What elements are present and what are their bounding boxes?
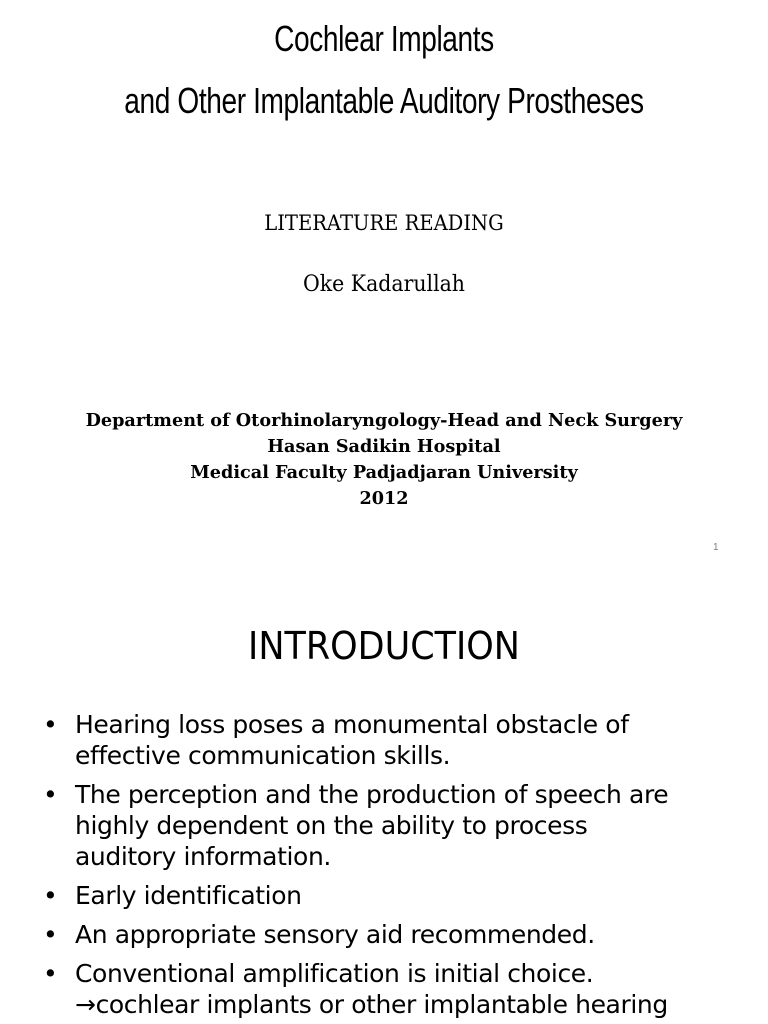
list-item (40, 779, 740, 872)
bullet-icon: • (43, 780, 58, 809)
bullet-text: Conventional amplification is initial choice. (75, 959, 594, 988)
list-item (40, 958, 740, 1020)
bullet-text: Early identification (75, 881, 302, 910)
affiliation-faculty: Medical Faculty Padjadjaran University (190, 462, 578, 483)
slide-number: 1 (713, 542, 719, 553)
bullet-text: An appropriate sensory aid recommended. (75, 920, 595, 949)
bullet-text: highly dependent on the ability to process (75, 811, 588, 840)
introduction-title: INTRODUCTION (248, 624, 520, 668)
affiliation-department: Department of Otorhinolaryngology-Head and Neck Surgery (85, 410, 683, 431)
bullet-icon: • (43, 710, 58, 739)
bullet-text: effective communication skills. (75, 741, 451, 770)
affiliation-hospital: Hasan Sadikin Hospital (267, 436, 501, 457)
bullet-text: Hearing loss poses a monumental obstacle of (75, 710, 629, 739)
bullet-icon: • (43, 959, 58, 988)
bullet-list (40, 709, 740, 1024)
slide-subtitle: LITERATURE READING (264, 211, 504, 235)
bullet-text: cochlear implants or other implantable hearing (95, 990, 668, 1019)
author-name: Oke Kadarullah (303, 272, 465, 297)
list-item (40, 709, 740, 771)
bullet-icon: • (43, 881, 58, 910)
bullet-text-continuation (75, 989, 740, 1020)
bullet-icon: • (43, 920, 58, 949)
list-item (40, 880, 740, 911)
list-item (40, 919, 740, 950)
introduction-slide (0, 576, 768, 1024)
affiliation-year: 2012 (359, 488, 409, 509)
slide-title-line-2: and Other Implantable Auditory Prostheses (124, 80, 644, 121)
bullet-text: The perception and the production of speech are (75, 780, 669, 809)
bullet-text: auditory information. (75, 842, 331, 871)
slide-title-line-1: Cochlear Implants (274, 18, 494, 59)
arrow-right-icon: → (75, 990, 96, 1019)
